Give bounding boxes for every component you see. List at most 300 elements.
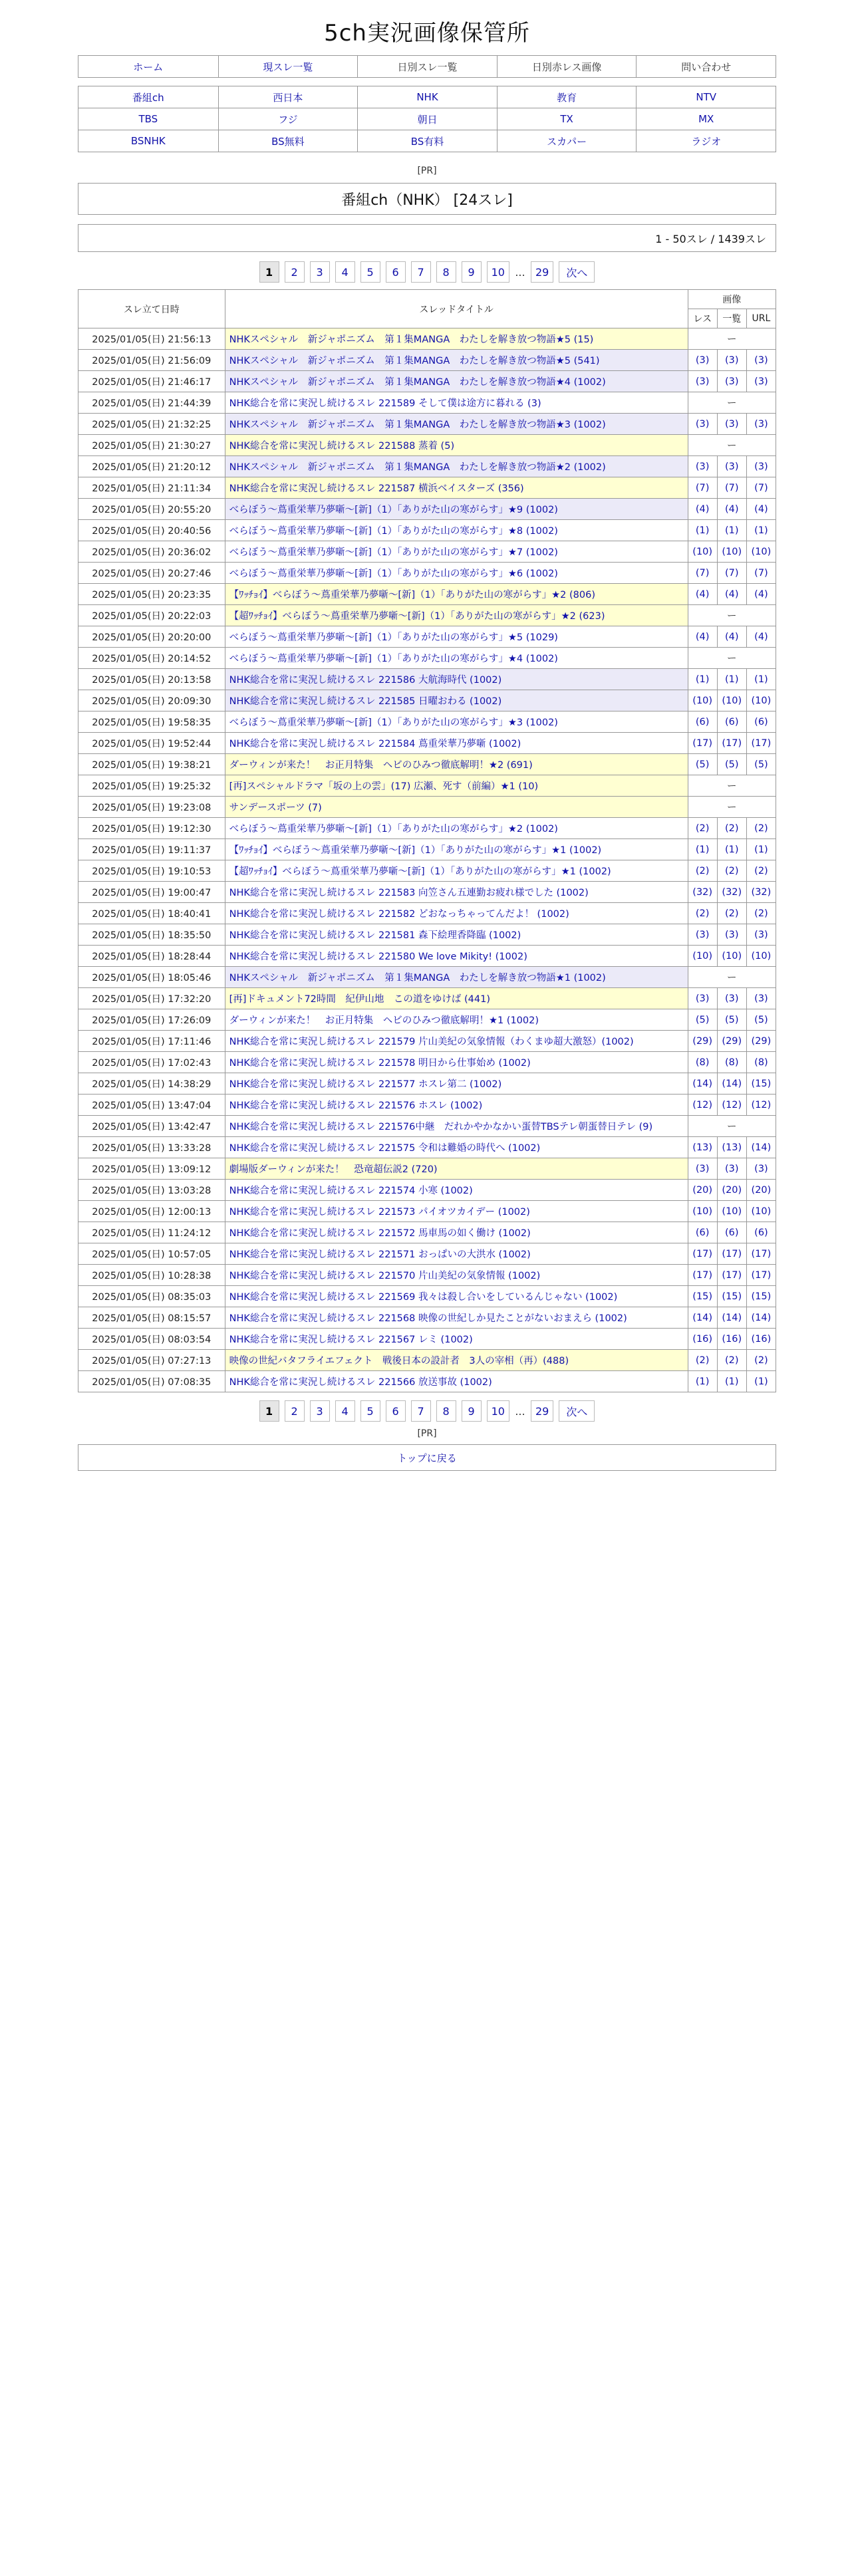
page-container — [78, 15, 776, 1471]
thread-title-link[interactable]: べらぼう～蔦重栄華乃夢噺～[新]（1）「ありがた山の寒がらす」★9 (1002) — [225, 499, 688, 520]
category-nav-item-1[interactable]: 西日本 — [218, 86, 358, 108]
page-ellipsis: ... — [515, 1404, 525, 1418]
category-nav — [78, 86, 776, 152]
image-list-count-link[interactable]: (29) — [717, 1031, 746, 1052]
image-list-count-link[interactable]: (20) — [717, 1180, 746, 1201]
page-link-8[interactable]: 8 — [436, 261, 456, 283]
thread-datetime: 2025/01/05(日) 21:56:13 — [78, 328, 225, 350]
thread-title-link[interactable]: NHK総合を常に実況し続けるスレ 221579 片山美紀の気象情報（わくまゆ超大激怒）(1002) — [225, 1031, 688, 1052]
image-list-count-link[interactable]: (10) — [717, 541, 746, 563]
thread-datetime: 2025/01/05(日) 11:24:12 — [78, 1222, 225, 1243]
category-nav-item-9[interactable]: MX — [636, 108, 776, 130]
thread-title-link[interactable]: 劇場版ダーウィンが来た！ 恐竜超伝説2 (720) — [225, 1158, 688, 1180]
image-list-count-link[interactable]: (6) — [717, 1222, 746, 1243]
image-list-count-link[interactable]: (1) — [717, 1371, 746, 1392]
thread-datetime: 2025/01/05(日) 17:11:46 — [78, 1031, 225, 1052]
page-link-8[interactable]: 8 — [436, 1400, 456, 1422]
category-nav-item-4[interactable]: NTV — [636, 86, 776, 108]
image-res-count-link[interactable]: (1) — [688, 1371, 717, 1392]
header-title: スレッドタイトル — [225, 290, 688, 328]
page-link-1[interactable]: 1 — [259, 261, 279, 283]
image-list-count-link[interactable]: (3) — [717, 1158, 746, 1180]
image-url-count-link[interactable]: (10) — [746, 946, 776, 967]
image-list-count-link[interactable]: (3) — [717, 456, 746, 477]
table-row — [78, 1137, 776, 1158]
thread-datetime: 2025/01/05(日) 19:52:44 — [78, 733, 225, 754]
page-link-2[interactable]: 2 — [285, 261, 305, 283]
thread-title-link[interactable]: NHK総合を常に実況し続けるスレ 221567 レミ (1002) — [225, 1329, 688, 1350]
no-images-dash: ー — [688, 648, 776, 669]
image-res-count-link[interactable]: (2) — [688, 818, 717, 839]
nav-item-3[interactable]: 日別赤レス画像 — [497, 56, 637, 77]
thread-datetime: 2025/01/05(日) 20:13:58 — [78, 669, 225, 690]
category-nav-item-12[interactable]: BS有料 — [357, 130, 497, 152]
image-res-count-link[interactable]: (3) — [688, 371, 717, 392]
thread-title-link[interactable]: NHK総合を常に実況し続けるスレ 221575 令和は難婚の時代へ (1002) — [225, 1137, 688, 1158]
page-link-3[interactable]: 3 — [310, 261, 330, 283]
thread-title-link[interactable]: [再]ドキュメント72時間 紀伊山地 この道をゆけば (441) — [225, 988, 688, 1009]
image-url-count-link[interactable]: (16) — [746, 1329, 776, 1350]
thread-title-link[interactable]: NHK総合を常に実況し続けるスレ 221584 蔦重栄華乃夢噺 (1002) — [225, 733, 688, 754]
thread-table — [78, 289, 776, 1392]
table-row — [78, 1158, 776, 1180]
image-url-count-link[interactable]: (1) — [746, 1371, 776, 1392]
thread-title-link[interactable]: NHK総合を常に実況し続けるスレ 221568 映像の世紀しか見たことがないおまえら (1002) — [225, 1307, 688, 1329]
main-nav — [78, 55, 776, 78]
image-list-count-link[interactable]: (4) — [717, 499, 746, 520]
back-to-top-link[interactable]: トップに戻る — [78, 1444, 776, 1471]
image-res-count-link[interactable]: (3) — [688, 924, 717, 946]
category-nav-item-7[interactable]: 朝日 — [357, 108, 497, 130]
page-link-5[interactable]: 5 — [360, 261, 380, 283]
thread-title-link[interactable]: べらぼう～蔦重栄華乃夢噺～[新]（1）「ありがた山の寒がらす」★5 (1029) — [225, 626, 688, 648]
table-row — [78, 1371, 776, 1392]
category-nav-item-3[interactable]: 教育 — [497, 86, 637, 108]
thread-title-link[interactable]: NHK総合を常に実況し続けるスレ 221577 ホスレ第二 (1002) — [225, 1073, 688, 1095]
table-row — [78, 1116, 776, 1137]
table-row — [78, 924, 776, 946]
nav-item-0[interactable]: ホーム — [133, 61, 164, 73]
thread-title-link[interactable]: NHK総合を常に実況し続けるスレ 221586 大航海時代 (1002) — [225, 669, 688, 690]
image-url-count-link[interactable]: (7) — [746, 477, 776, 499]
thread-title-link[interactable]: NHK総合を常に実況し続けるスレ 221569 我々は殺し合いをしているんじゃない (1002) — [225, 1286, 688, 1307]
page-link-9[interactable]: 9 — [462, 261, 482, 283]
image-res-count-link[interactable]: (1) — [688, 669, 717, 690]
table-row — [78, 414, 776, 435]
image-list-count-link[interactable]: (4) — [717, 584, 746, 605]
thread-datetime: 2025/01/05(日) 21:56:09 — [78, 350, 225, 371]
category-nav-item-5[interactable]: TBS — [78, 108, 218, 130]
table-row — [78, 328, 776, 350]
image-list-count-link[interactable]: (15) — [717, 1286, 746, 1307]
image-list-count-link[interactable]: (5) — [717, 754, 746, 775]
page-ellipsis: ... — [515, 265, 525, 279]
thread-title-link[interactable]: NHK総合を常に実況し続けるスレ 221583 向笠さん五連勤お疲れ様でした (1002) — [225, 882, 688, 903]
page-link-5[interactable]: 5 — [360, 1400, 380, 1422]
thread-datetime: 2025/01/05(日) 18:40:41 — [78, 903, 225, 924]
image-list-count-link[interactable]: (10) — [717, 946, 746, 967]
image-url-count-link[interactable]: (2) — [746, 1350, 776, 1371]
image-res-count-link[interactable]: (14) — [688, 1073, 717, 1095]
image-url-count-link[interactable]: (17) — [746, 1265, 776, 1286]
page-link-3[interactable]: 3 — [310, 1400, 330, 1422]
thread-title-link[interactable]: NHK総合を常に実況し続けるスレ 221585 日曜おわる (1002) — [225, 690, 688, 711]
thread-title-link[interactable]: NHK総合を常に実況し続けるスレ 221582 どおなっちゃってんだよ！ (1002) — [225, 903, 688, 924]
table-row — [78, 733, 776, 754]
image-res-count-link[interactable]: (20) — [688, 1180, 717, 1201]
image-list-count-link[interactable]: (2) — [717, 903, 746, 924]
image-url-count-link[interactable]: (2) — [746, 818, 776, 839]
thread-datetime: 2025/01/05(日) 19:12:30 — [78, 818, 225, 839]
category-nav-item-10[interactable]: BSNHK — [78, 130, 218, 152]
page-link-9[interactable]: 9 — [462, 1400, 482, 1422]
image-res-count-link[interactable]: (6) — [688, 711, 717, 733]
image-res-count-link[interactable]: (1) — [688, 839, 717, 860]
table-row — [78, 903, 776, 924]
pagination-top — [78, 261, 776, 283]
image-res-count-link[interactable]: (15) — [688, 1286, 717, 1307]
image-url-count-link[interactable]: (6) — [746, 1222, 776, 1243]
image-res-count-link[interactable]: (3) — [688, 414, 717, 435]
table-row — [78, 563, 776, 584]
no-images-dash: ー — [688, 1116, 776, 1137]
image-url-count-link[interactable]: (3) — [746, 1158, 776, 1180]
image-url-count-link[interactable]: (3) — [746, 924, 776, 946]
image-url-count-link[interactable]: (4) — [746, 584, 776, 605]
image-res-count-link[interactable]: (3) — [688, 988, 717, 1009]
table-row — [78, 967, 776, 988]
pr-label: [PR] — [417, 166, 437, 176]
image-res-count-link[interactable]: (12) — [688, 1095, 717, 1116]
image-res-count-link[interactable]: (10) — [688, 946, 717, 967]
image-res-count-link[interactable]: (6) — [688, 1222, 717, 1243]
table-row — [78, 946, 776, 967]
thread-datetime: 2025/01/05(日) 13:42:47 — [78, 1116, 225, 1137]
image-url-count-link[interactable]: (3) — [746, 414, 776, 435]
category-nav-item-13[interactable]: スカパー — [497, 130, 637, 152]
image-list-count-link[interactable]: (8) — [717, 1052, 746, 1073]
image-res-count-link[interactable]: (2) — [688, 860, 717, 882]
category-nav-item-14[interactable]: ラジオ — [636, 130, 776, 152]
image-list-count-link[interactable]: (4) — [717, 626, 746, 648]
thread-datetime: 2025/01/05(日) 10:28:38 — [78, 1265, 225, 1286]
table-row — [78, 797, 776, 818]
image-list-count-link[interactable]: (2) — [717, 818, 746, 839]
image-list-count-link[interactable]: (17) — [717, 733, 746, 754]
table-row — [78, 456, 776, 477]
image-url-count-link[interactable]: (5) — [746, 1009, 776, 1031]
image-res-count-link[interactable]: (14) — [688, 1307, 717, 1329]
thread-title-link[interactable]: NHKスペシャル 新ジャポニズム 第１集MANGA わたしを解き放つ物語★5 (15) — [225, 328, 688, 350]
pr-label-bottom: [PR] — [417, 1428, 437, 1439]
thread-title-link[interactable]: べらぼう～蔦重栄華乃夢噺～[新]（1）「ありがた山の寒がらす」★6 (1002) — [225, 563, 688, 584]
thread-title-link[interactable]: 【超ﾜｯﾁｮｲ】べらぼう～蔦重栄華乃夢噺～[新]（1）「ありがた山の寒がらす」★1 (1002) — [225, 860, 688, 882]
image-url-count-link[interactable]: (10) — [746, 541, 776, 563]
thread-datetime: 2025/01/05(日) 21:46:17 — [78, 371, 225, 392]
thread-title-link[interactable]: NHK総合を常に実況し続けるスレ 221581 森下絵理香降臨 (1002) — [225, 924, 688, 946]
image-url-count-link[interactable]: (3) — [746, 371, 776, 392]
image-res-count-link[interactable]: (8) — [688, 1052, 717, 1073]
table-row — [78, 626, 776, 648]
image-res-count-link[interactable]: (2) — [688, 1350, 717, 1371]
image-url-count-link[interactable]: (2) — [746, 903, 776, 924]
image-list-count-link[interactable]: (3) — [717, 350, 746, 371]
thread-datetime: 2025/01/05(日) 13:03:28 — [78, 1180, 225, 1201]
thread-title-link[interactable]: 映像の世紀バタフライエフェクト 戦後日本の設計者 3人の宰相（再）(488) — [225, 1350, 688, 1371]
thread-title-link[interactable]: べらぼう～蔦重栄華乃夢噺～[新]（1）「ありがた山の寒がらす」★7 (1002) — [225, 541, 688, 563]
thread-datetime: 2025/01/05(日) 08:03:54 — [78, 1329, 225, 1350]
thread-datetime: 2025/01/05(日) 20:27:46 — [78, 563, 225, 584]
no-images-dash: ー — [688, 392, 776, 414]
no-images-dash: ー — [688, 775, 776, 797]
image-url-count-link[interactable]: (1) — [746, 669, 776, 690]
thread-title-link[interactable]: NHK総合を常に実況し続けるスレ 221587 横浜ベイスターズ (356) — [225, 477, 688, 499]
table-row — [78, 1180, 776, 1201]
image-res-count-link[interactable]: (7) — [688, 477, 717, 499]
thread-title-link[interactable]: NHKスペシャル 新ジャポニズム 第１集MANGA わたしを解き放つ物語★5 (541) — [225, 350, 688, 371]
image-list-count-link[interactable]: (7) — [717, 563, 746, 584]
thread-title-link[interactable]: NHK総合を常に実況し続けるスレ 221572 馬車馬の如く働け (1002) — [225, 1222, 688, 1243]
image-res-count-link[interactable]: (7) — [688, 563, 717, 584]
image-list-count-link[interactable]: (3) — [717, 924, 746, 946]
image-res-count-link[interactable]: (3) — [688, 1158, 717, 1180]
image-res-count-link[interactable]: (5) — [688, 1009, 717, 1031]
thread-datetime: 2025/01/05(日) 20:22:03 — [78, 605, 225, 626]
image-list-count-link[interactable]: (16) — [717, 1329, 746, 1350]
page-link-4[interactable]: 4 — [335, 1400, 355, 1422]
thread-title-link[interactable]: NHK総合を常に実況し続けるスレ 221578 明日から仕事始め (1002) — [225, 1052, 688, 1073]
page-link-10[interactable]: 10 — [487, 261, 509, 283]
image-url-count-link[interactable]: (3) — [746, 350, 776, 371]
thread-title-link[interactable]: NHK総合を常に実況し続けるスレ 221566 放送事故 (1002) — [225, 1371, 688, 1392]
thread-title-link[interactable]: NHKスペシャル 新ジャポニズム 第１集MANGA わたしを解き放つ物語★3 (1002) — [225, 414, 688, 435]
image-list-count-link[interactable]: (1) — [717, 520, 746, 541]
thread-datetime: 2025/01/05(日) 13:33:28 — [78, 1137, 225, 1158]
image-res-count-link[interactable]: (29) — [688, 1031, 717, 1052]
thread-datetime: 2025/01/05(日) 20:09:30 — [78, 690, 225, 711]
image-url-count-link[interactable]: (3) — [746, 456, 776, 477]
nav-item-2[interactable]: 日別スレ一覧 — [357, 56, 497, 77]
image-res-count-link[interactable]: (1) — [688, 520, 717, 541]
image-url-count-link[interactable]: (3) — [746, 988, 776, 1009]
image-list-count-link[interactable]: (32) — [717, 882, 746, 903]
image-list-count-link[interactable]: (3) — [717, 371, 746, 392]
image-res-count-link[interactable]: (10) — [688, 541, 717, 563]
thread-datetime: 2025/01/05(日) 19:11:37 — [78, 839, 225, 860]
thread-datetime: 2025/01/05(日) 18:28:44 — [78, 946, 225, 967]
nav-item-1[interactable]: 現スレ一覧 — [218, 56, 358, 77]
table-row — [78, 350, 776, 371]
thread-title-link[interactable]: べらぼう～蔦重栄華乃夢噺～[新]（1）「ありがた山の寒がらす」★2 (1002) — [225, 818, 688, 839]
image-res-count-link[interactable]: (10) — [688, 690, 717, 711]
image-list-count-link[interactable]: (2) — [717, 860, 746, 882]
page-link-1[interactable]: 1 — [259, 1400, 279, 1422]
thread-title-link[interactable]: [再]スペシャルドラマ「坂の上の雲」(17) 広瀬、死す（前編）★1 (10) — [225, 775, 688, 797]
thread-datetime: 2025/01/05(日) 21:44:39 — [78, 392, 225, 414]
thread-count: 1 - 50スレ / 1439スレ — [78, 224, 776, 252]
image-url-count-link[interactable]: (15) — [746, 1073, 776, 1095]
image-list-count-link[interactable]: (14) — [717, 1307, 746, 1329]
thread-datetime: 2025/01/05(日) 07:08:35 — [78, 1371, 225, 1392]
thread-title-link[interactable]: 【超ﾜｯﾁｮｲ】べらぼう～蔦重栄華乃夢噺～[新]（1）「ありがた山の寒がらす」★2 (623) — [225, 605, 688, 626]
site-title[interactable]: 5ch実況画像保管所 — [324, 20, 530, 47]
page-link-10[interactable]: 10 — [487, 1400, 509, 1422]
page-link-7[interactable]: 7 — [411, 1400, 431, 1422]
image-res-count-link[interactable]: (3) — [688, 456, 717, 477]
thread-title-link[interactable]: NHK総合を常に実況し続けるスレ 221573 パイオツカイデー (1002) — [225, 1201, 688, 1222]
table-row — [78, 605, 776, 626]
page-link-7[interactable]: 7 — [411, 261, 431, 283]
thread-datetime: 2025/01/05(日) 10:57:05 — [78, 1243, 225, 1265]
thread-title-link[interactable]: NHK総合を常に実況し続けるスレ 221576 ホスレ (1002) — [225, 1095, 688, 1116]
thread-title-link[interactable]: NHK総合を常に実況し続けるスレ 221570 片山美紀の気象情報 (1002) — [225, 1265, 688, 1286]
table-row — [78, 477, 776, 499]
thread-title-link[interactable]: サンデースポーツ (7) — [225, 797, 688, 818]
thread-title-link[interactable]: NHKスペシャル 新ジャポニズム 第１集MANGA わたしを解き放つ物語★4 (1002) — [225, 371, 688, 392]
image-list-count-link[interactable]: (3) — [717, 988, 746, 1009]
thread-datetime: 2025/01/05(日) 20:36:02 — [78, 541, 225, 563]
category-nav-item-2[interactable]: NHK — [357, 86, 497, 108]
thread-title-link[interactable]: ダーウィンが来た！ お正月特集 ヘビのひみつ徹底解明！★2 (691) — [225, 754, 688, 775]
image-res-count-link[interactable]: (16) — [688, 1329, 717, 1350]
thread-datetime: 2025/01/05(日) 20:23:35 — [78, 584, 225, 605]
category-nav-item-8[interactable]: TX — [497, 108, 637, 130]
image-list-count-link[interactable]: (6) — [717, 711, 746, 733]
table-row — [78, 584, 776, 605]
thread-datetime: 2025/01/05(日) 21:11:34 — [78, 477, 225, 499]
thread-datetime: 2025/01/05(日) 19:10:53 — [78, 860, 225, 882]
thread-datetime: 2025/01/05(日) 19:23:08 — [78, 797, 225, 818]
image-url-count-link[interactable]: (20) — [746, 1180, 776, 1201]
image-list-count-link[interactable]: (3) — [717, 414, 746, 435]
image-res-count-link[interactable]: (5) — [688, 754, 717, 775]
thread-datetime: 2025/01/05(日) 19:58:35 — [78, 711, 225, 733]
image-list-count-link[interactable]: (17) — [717, 1265, 746, 1286]
image-list-count-link[interactable]: (5) — [717, 1009, 746, 1031]
thread-title-link[interactable]: 【ﾜｯﾁｮｲ】べらぼう～蔦重栄華乃夢噺～[新]（1）「ありがた山の寒がらす」★1 (1002) — [225, 839, 688, 860]
image-url-count-link[interactable]: (29) — [746, 1031, 776, 1052]
image-url-count-link[interactable]: (12) — [746, 1095, 776, 1116]
thread-title-link[interactable]: 【ﾜｯﾁｮｲ】べらぼう～蔦重栄華乃夢噺～[新]（1）「ありがた山の寒がらす」★2 (806) — [225, 584, 688, 605]
thread-title-link[interactable]: ダーウィンが来た！ お正月特集 ヘビのひみつ徹底解明！★1 (1002) — [225, 1009, 688, 1031]
thread-datetime: 2025/01/05(日) 17:26:09 — [78, 1009, 225, 1031]
image-url-count-link[interactable]: (6) — [746, 711, 776, 733]
image-res-count-link[interactable]: (4) — [688, 626, 717, 648]
thread-title-link[interactable]: NHK総合を常に実況し続けるスレ 221589 そして僕は途方に暮れる (3) — [225, 392, 688, 414]
image-res-count-link[interactable]: (10) — [688, 1201, 717, 1222]
image-url-count-link[interactable]: (2) — [746, 860, 776, 882]
image-list-count-link[interactable]: (1) — [717, 839, 746, 860]
thread-title-link[interactable]: べらぼう～蔦重栄華乃夢噺～[新]（1）「ありがた山の寒がらす」★4 (1002) — [225, 648, 688, 669]
page-link-2[interactable]: 2 — [285, 1400, 305, 1422]
image-url-count-link[interactable]: (14) — [746, 1137, 776, 1158]
image-url-count-link[interactable]: (8) — [746, 1052, 776, 1073]
image-url-count-link[interactable]: (17) — [746, 733, 776, 754]
table-row — [78, 775, 776, 797]
category-nav-item-11[interactable]: BS無料 — [218, 130, 358, 152]
image-url-count-link[interactable]: (15) — [746, 1286, 776, 1307]
page-link-4[interactable]: 4 — [335, 261, 355, 283]
page-link-6[interactable]: 6 — [386, 261, 406, 283]
table-row — [78, 839, 776, 860]
image-res-count-link[interactable]: (17) — [688, 1243, 717, 1265]
thread-title-link[interactable]: べらぼう～蔦重栄華乃夢噺～[新]（1）「ありがた山の寒がらす」★3 (1002) — [225, 711, 688, 733]
page-link-last[interactable]: 29 — [531, 1400, 553, 1422]
image-res-count-link[interactable]: (4) — [688, 584, 717, 605]
image-url-count-link[interactable]: (4) — [746, 499, 776, 520]
page-link-6[interactable]: 6 — [386, 1400, 406, 1422]
image-url-count-link[interactable]: (10) — [746, 1201, 776, 1222]
image-res-count-link[interactable]: (17) — [688, 1265, 717, 1286]
image-url-count-link[interactable]: (1) — [746, 839, 776, 860]
table-row — [78, 1243, 776, 1265]
thread-datetime: 2025/01/05(日) 20:14:52 — [78, 648, 225, 669]
nav-item-4[interactable]: 問い合わせ — [636, 56, 776, 77]
next-page-button[interactable]: 次へ — [559, 1400, 595, 1422]
thread-datetime: 2025/01/05(日) 13:09:12 — [78, 1158, 225, 1180]
image-url-count-link[interactable]: (5) — [746, 754, 776, 775]
table-row — [78, 1222, 776, 1243]
table-row — [78, 860, 776, 882]
image-res-count-link[interactable]: (32) — [688, 882, 717, 903]
image-list-count-link[interactable]: (14) — [717, 1073, 746, 1095]
image-res-count-link[interactable]: (2) — [688, 903, 717, 924]
thread-datetime: 2025/01/05(日) 18:05:46 — [78, 967, 225, 988]
thread-title-link[interactable]: NHK総合を常に実況し続けるスレ 221574 小寒 (1002) — [225, 1180, 688, 1201]
no-images-dash: ー — [688, 797, 776, 818]
thread-title-link[interactable]: べらぼう～蔦重栄華乃夢噺～[新]（1）「ありがた山の寒がらす」★8 (1002) — [225, 520, 688, 541]
header-list: 一覧 — [717, 309, 746, 328]
image-list-count-link[interactable]: (12) — [717, 1095, 746, 1116]
no-images-dash: ー — [688, 605, 776, 626]
thread-datetime: 2025/01/05(日) 08:35:03 — [78, 1286, 225, 1307]
image-url-count-link[interactable]: (7) — [746, 563, 776, 584]
image-url-count-link[interactable]: (17) — [746, 1243, 776, 1265]
table-row — [78, 520, 776, 541]
thread-title-link[interactable]: NHKスペシャル 新ジャポニズム 第１集MANGA わたしを解き放つ物語★1 (1002) — [225, 967, 688, 988]
next-page-button[interactable]: 次へ — [559, 261, 595, 283]
category-nav-item-6[interactable]: フジ — [218, 108, 358, 130]
image-url-count-link[interactable]: (1) — [746, 520, 776, 541]
image-list-count-link[interactable]: (13) — [717, 1137, 746, 1158]
image-url-count-link[interactable]: (32) — [746, 882, 776, 903]
thread-title-link[interactable]: NHK総合を常に実況し続けるスレ 221580 We love Mikity! (1002) — [225, 946, 688, 967]
page-link-last[interactable]: 29 — [531, 261, 553, 283]
image-res-count-link[interactable]: (4) — [688, 499, 717, 520]
thread-datetime: 2025/01/05(日) 21:30:27 — [78, 435, 225, 456]
thread-title-link[interactable]: NHK総合を常に実況し続けるスレ 221571 おっぱいの大洪水 (1002) — [225, 1243, 688, 1265]
image-url-count-link[interactable]: (10) — [746, 690, 776, 711]
image-list-count-link[interactable]: (1) — [717, 669, 746, 690]
image-res-count-link[interactable]: (17) — [688, 733, 717, 754]
table-row — [78, 371, 776, 392]
image-res-count-link[interactable]: (3) — [688, 350, 717, 371]
thread-title-link[interactable]: NHK総合を常に実況し続けるスレ 221588 蒸着 (5) — [225, 435, 688, 456]
image-url-count-link[interactable]: (4) — [746, 626, 776, 648]
image-list-count-link[interactable]: (7) — [717, 477, 746, 499]
image-list-count-link[interactable]: (10) — [717, 690, 746, 711]
table-row — [78, 1009, 776, 1031]
image-list-count-link[interactable]: (17) — [717, 1243, 746, 1265]
category-nav-item-0[interactable]: 番組ch — [132, 91, 164, 104]
image-res-count-link[interactable]: (13) — [688, 1137, 717, 1158]
table-row — [78, 690, 776, 711]
thread-title-link[interactable]: NHKスペシャル 新ジャポニズム 第１集MANGA わたしを解き放つ物語★2 (1002) — [225, 456, 688, 477]
image-url-count-link[interactable]: (14) — [746, 1307, 776, 1329]
image-list-count-link[interactable]: (10) — [717, 1201, 746, 1222]
thread-title-link[interactable]: NHK総合を常に実況し続けるスレ 221576中継 だれかやかなかい蛋替TBSテレ朝蛋替日テレ (9) — [225, 1116, 688, 1137]
image-list-count-link[interactable]: (2) — [717, 1350, 746, 1371]
